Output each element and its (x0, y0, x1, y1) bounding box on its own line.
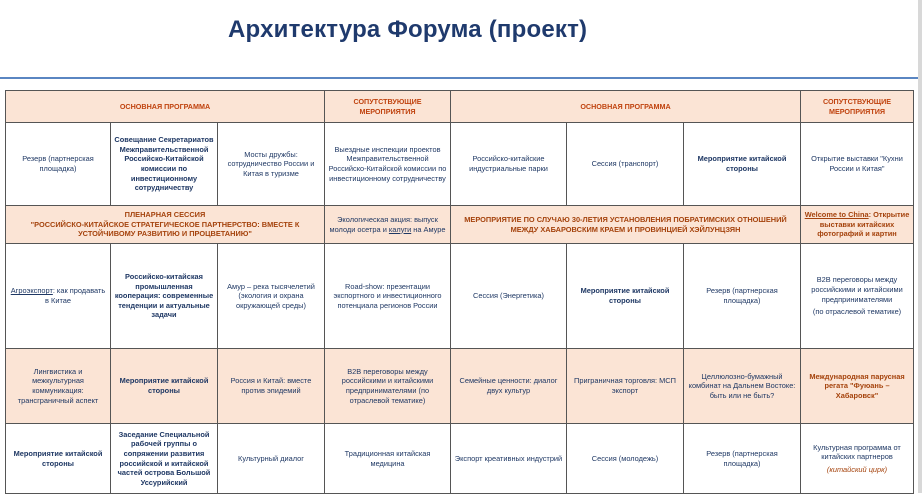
cell-industrial-parks: Российско-китайские индустриальные парки (451, 123, 567, 206)
plenary-title: ПЛЕНАРНАЯ СЕССИЯ (124, 210, 206, 220)
welcome-link[interactable]: Welcome to China (804, 210, 869, 220)
cell-sailing-regatta: Международная парусная регата "Фуюань – Хабаровск" (801, 349, 914, 424)
cell-chinese-side-event: Мероприятие китайской стороны (111, 349, 218, 424)
cell-chinese-side-event: Мероприятие китайской стороны (567, 244, 684, 349)
header-side-events-2: СОПУТСТВУЮЩИЕ МЕРОПРИЯТИЯ (801, 91, 914, 123)
cell-pulp-mill: Целлюлозно-бумажный комбинат на Дальнем Востоке: быть или не быть? (684, 349, 801, 424)
b2b-note: (по отраслевой тематике) (812, 307, 902, 317)
cell-amur-river: Амур – река тысячелетий (экология и охрана окружающей среды) (218, 244, 325, 349)
welcome-text: : Открытие выставки китайских фотографий и картин (817, 210, 910, 239)
title-divider (0, 77, 922, 79)
cell-session-youth: Сессия (молодежь) (567, 424, 684, 494)
cell-reserve: Резерв (партнерская площадка) (684, 244, 801, 349)
header-main-program-1: ОСНОВНАЯ ПРОГРАММА (6, 91, 325, 123)
forum-schedule-table (5, 90, 914, 494)
header-main-program-2: ОСНОВНАЯ ПРОГРАММА (451, 91, 801, 123)
chinese-circus-note: (китайский цирк) (826, 464, 888, 474)
b2b-text: B2B переговоры между российскими и китайскими предпринимателями (811, 275, 903, 304)
cell-chinese-medicine: Традиционная китайская медицина (325, 424, 451, 494)
cell-road-show: Road-show: презентации экспортного и инвестиционного потенциала регионов России (325, 244, 451, 349)
eco-link[interactable]: калуги (388, 224, 412, 234)
cell-session-energy: Сессия (Энергетика) (451, 244, 567, 349)
cell-session-transport: Сессия (транспорт) (567, 123, 684, 206)
cell-cultural-dialogue: Культурный диалог (218, 424, 325, 494)
cell-field-inspections: Выездные инспекции проектов Межправительственной Российско-Китайской комиссии по инвестиционному сотрудничеству (325, 123, 451, 206)
cell-creative-industries: Экспорт креативных индустрий (451, 424, 567, 494)
cell-cultural-program (801, 424, 914, 494)
cell-welcome-to-china (801, 206, 914, 244)
cell-linguistics: Лингвистика и межкультурная коммуникация: трансграничный аспект (6, 349, 111, 424)
cell-family-values: Семейные ценности: диалог двух культур (451, 349, 567, 424)
cell-industrial-cooperation: Российско-китайская промышленная кооперация: современные тенденции и актуальные задачи (111, 244, 218, 349)
right-edge-shadow (918, 0, 922, 493)
cell-eco-action (325, 206, 451, 244)
cell-cuisine-exhibition: Открытие выставки "Кухни России и Китая" (801, 123, 914, 206)
header-side-events-1: СОПУТСТВУЮЩИЕ МЕРОПРИЯТИЯ (325, 91, 451, 123)
cell-b2b-negotiations: B2B переговоры между российскими и китайскими предпринимателями (по отраслевой тематике) (325, 349, 451, 424)
cell-anniversary-event: МЕРОПРИЯТИЕ ПО СЛУЧАЮ 30-ЛЕТИЯ УСТАНОВЛЕНИЯ ПОБРАТИМСКИХ ОТНОШЕНИЙ МЕЖДУ ХАБАРОВСКИМ КРАЕМ И ПРОВИНЦИЕЙ ХЭЙЛУНЦЗЯН (451, 206, 801, 244)
cell-agroexport (6, 244, 111, 349)
page-title: Архитектура Форума (проект) (228, 16, 588, 43)
eco-text-1: Экологическая акция: выпуск молоди осетра и (329, 214, 438, 234)
cell-chinese-side-event: Мероприятие китайской стороны (684, 123, 801, 206)
cell-bridges-of-friendship: Мосты дружбы: сотрудничество России и Китая в туризме (218, 123, 325, 206)
eco-text-2: на Амуре (411, 224, 446, 234)
cell-reserve: Резерв (партнерская площадка) (684, 424, 801, 494)
plenary-text: "РОССИЙСКО-КИТАЙСКОЕ СТРАТЕГИЧЕСКОЕ ПАРТНЕРСТВО: ВМЕСТЕ К УСТОЙЧИВОМУ РАЗВИТИЮ И ПРОЦВЕТАНИЮ" (30, 219, 300, 239)
cell-reserve: Резерв (партнерская площадка) (6, 123, 111, 206)
cultural-program-text: Культурная программа от китайских партнеров (813, 442, 901, 462)
cell-plenary-session (6, 206, 325, 244)
cell-secretariat-meeting: Совещание Секретариатов Межправительственной Российско-Китайской комиссии по инвестиционному сотрудничеству (111, 123, 218, 206)
cell-epidemics: Россия и Китай: вместе против эпидемий (218, 349, 325, 424)
cell-b2b-negotiations (801, 244, 914, 349)
cell-chinese-side-event: Мероприятие китайской стороны (6, 424, 111, 494)
agroexport-link[interactable]: Агроэкспорт (10, 286, 53, 296)
agroexport-text: : как продавать в Китае (45, 286, 106, 305)
cell-ussuriysky-working-group: Заседание Специальной рабочей группы о сопряжении развития российской и китайской частей острова Большой Уссурийский (111, 424, 218, 494)
cell-border-trade: Приграничная торговля: МСП экспорт (567, 349, 684, 424)
